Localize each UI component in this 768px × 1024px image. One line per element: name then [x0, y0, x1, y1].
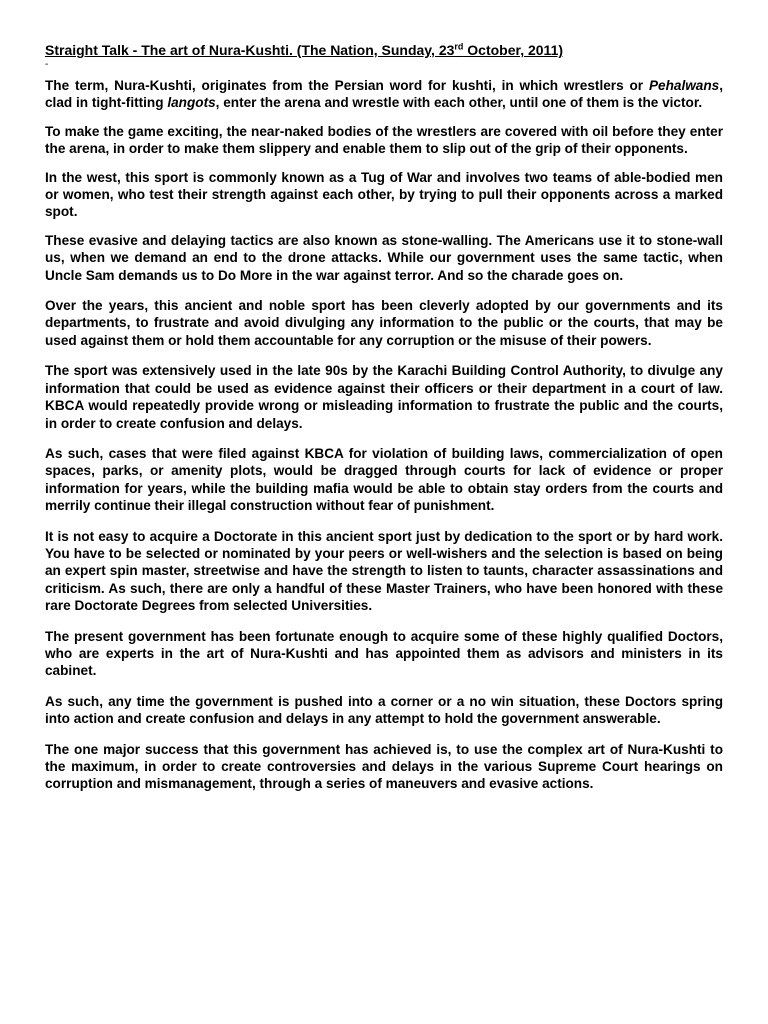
- title-suffix: October, 2011): [463, 42, 564, 58]
- paragraph-1-pehalwans: Pehalwans: [648, 78, 720, 93]
- stray-mark: -: [45, 59, 49, 70]
- paragraph-9: The present government has been fortunate enough to acquire some of these highly qualified Doctors, who are experts in the art of Nura-Kushti and has appointed them as advisors and ministers in its cabinet.: [45, 628, 723, 679]
- paragraph-1-text-c: , clad in tight-fitting: [45, 78, 723, 111]
- paragraph-6: The sport was extensively used in the late 90s by the Karachi Building Control Authority, to divulge any information that could be used as evidence against their officers or their department in a court of law. KBCA would repeatedly provide wrong or misleading information to frustrate the public and the courts, in order to create confusion and delays.: [45, 363, 723, 431]
- paragraph-1-langots: langots: [167, 95, 216, 111]
- document-title: [45, 40, 723, 60]
- document-page: [45, 40, 723, 804]
- paragraph-1-text-e: , enter the arena and wrestle with each other, until one of them is the victor.: [215, 95, 703, 111]
- paragraph-7: As such, cases that were filed against KBCA for violation of building laws, commercialization of open spaces, parks, or amenity plots, would be dragged through courts for lack of evidence or proper information for years, while the building mafia would be able to obtain stay orders from the courts and merrily continue their illegal construction without fear of punishment.: [45, 445, 723, 514]
- paragraph-4: These evasive and delaying tactics are also known as stone-walling. The Americans use it to stone-wall us, when we demand an end to the drone attacks. While our government uses the same tactic, when Uncle Sam demands us to Do More in the war against terror. And so the charade goes on.: [45, 232, 723, 283]
- paragraph-3: In the west, this sport is commonly known as a Tug of War and involves two teams of able-bodied men or women, who test their strength against each other, by trying to pull their opponents across a marked spot.: [45, 169, 723, 220]
- paragraph-10: As such, any time the government is pushed into a corner or a no win situation, these Doctors spring into action and create confusion and delays in any attempt to hold the government answerable.: [45, 693, 723, 727]
- paragraph-1: [45, 77, 723, 112]
- paragraph-5: Over the years, this ancient and noble sport has been cleverly adopted by our governments and its departments, to frustrate and avoid divulging any information to the public or the courts, that may be used against them or hold them accountable for any corruption or the misuse of their powers.: [45, 298, 723, 348]
- paragraph-2: To make the game exciting, the near-naked bodies of the wrestlers are covered with oil before they enter the arena, in order to make them slippery and enable them to slip out of the grip of their opponents.: [45, 123, 723, 157]
- paragraph-8: It is not easy to acquire a Doctorate in this ancient sport just by dedication to the sport or by hard work. You have to be selected or nominated by your peers or well-wishers and the selection is based on being an expert spin master, streetwise and have the strength to listen to taunts, character assassinations and criticism. As such, there are only a handful of these Master Trainers, who have been honored with these rare Doctorate Degrees from selected Universities.: [45, 528, 723, 614]
- title-superscript: rd: [454, 41, 464, 52]
- paragraph-11: The one major success that this government has achieved is, to use the complex art of Nura-Kushti to the maximum, in order to create controversies and delays in the various Supreme Court hearings on corruption and mismanagement, through a series of maneuvers and evasive actions.: [45, 741, 723, 792]
- paragraph-1-text-a: The term, Nura-Kushti, originates from the Persian word for kushti, in which wrestlers or: [45, 78, 649, 93]
- title-prefix: Straight Talk - The art of Nura-Kushti. (The Nation, Sunday, 23: [45, 42, 455, 58]
